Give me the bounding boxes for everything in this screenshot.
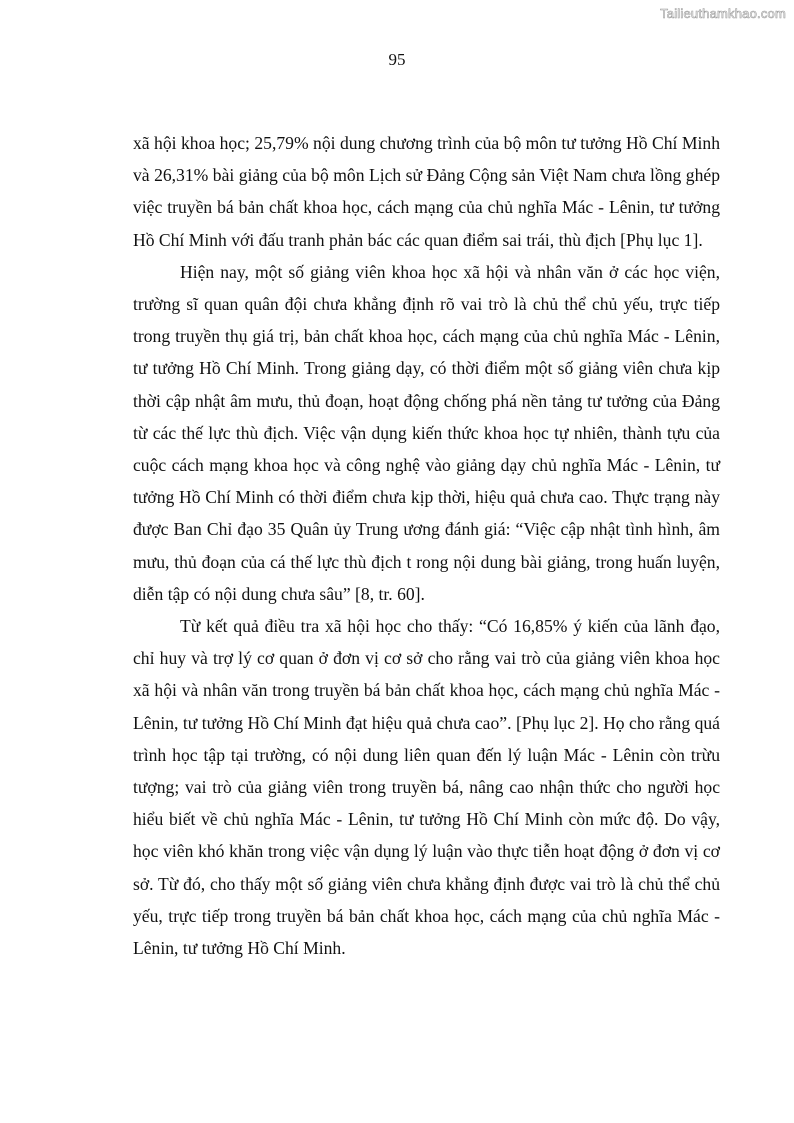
paragraph-lecturer-role: Hiện nay, một số giảng viên khoa học xã hội và nhân văn ở các học viện, trường sĩ quan quân đội chưa khẳng định rõ vai trò là chủ thể chủ yếu, trực tiếp trong truyền thụ giá trị, bản chất khoa học, cách mạng của chủ nghĩa Mác - Lênin, tư tưởng Hồ Chí Minh. Trong giảng dạy, có thời điểm một số giảng viên chưa kịp thời cập nhật âm mưu, thủ đoạn, hoạt động chống phá nền tảng tư tưởng của Đảng từ các thế lực thù địch. Việc vận dụng kiến thức khoa học tự nhiên, thành tựu của cuộc cách mạng khoa học và công nghệ vào giảng dạy chủ nghĩa Mác - Lênin, tư tưởng Hồ Chí Minh có thời điểm chưa kịp thời, hiệu quả chưa cao. Thực trạng này được Ban Chỉ đạo 35 Quân ủy Trung ương đánh giá: “Việc cập nhật tình hình, âm mưu, thủ đoạn của cá thế lực thù địch t rong nội dung bài giảng, trong huấn luyện, diễn tập có nội dung chưa sâu” [8, tr. 60]. xyxy=(133,261,720,604)
body-text xyxy=(133,127,720,964)
watermark: Tailieuthamkhao.com xyxy=(660,6,786,21)
page-number: 95 xyxy=(388,50,406,69)
paragraph-survey-results: Từ kết quả điều tra xã hội học cho thấy: “Có 16,85% ý kiến của lãnh đạo, chỉ huy và trợ lý cơ quan ở đơn vị cơ sở cho rằng vai trò của giảng viên khoa học xã hội và nhân văn trong truyền bá bản chất khoa học, cách mạng chủ nghĩa Mác - Lênin, tư tưởng Hồ Chí Minh đạt hiệu quả chưa cao”. [Phụ lục 2]. Họ cho rằng quá trình học tập tại trường, có nội dung liên quan đến lý luận Mác - Lênin còn trừu tượng; vai trò của giảng viên trong truyền bá, nâng cao nhận thức cho người học hiểu biết về chủ nghĩa Mác - Lênin, tư tưởng Hồ Chí Minh còn mức độ. Do vậy, học viên khó khăn trong việc vận dụng lý luận vào thực tiễn hoạt động ở đơn vị cơ sở. Từ đó, cho thấy một số giảng viên chưa khẳng định được vai trò là chủ thể chủ yếu, trực tiếp trong truyền bá bản chất khoa học, cách mạng của chủ nghĩa Mác - Lênin, tư tưởng Hồ Chí Minh. xyxy=(133,616,720,959)
paragraph-continuation: xã hội khoa học; 25,79% nội dung chương trình của bộ môn tư tưởng Hồ Chí Minh và 26,31% bài giảng của bộ môn Lịch sử Đảng Cộng sản Việt Nam chưa lồng ghép việc truyền bá bản chất khoa học, cách mạng của chủ nghĩa Mác - Lênin, tư tưởng Hồ Chí Minh với đấu tranh phản bác các quan điểm sai trái, thù địch [Phụ lục 1]. xyxy=(133,133,720,250)
